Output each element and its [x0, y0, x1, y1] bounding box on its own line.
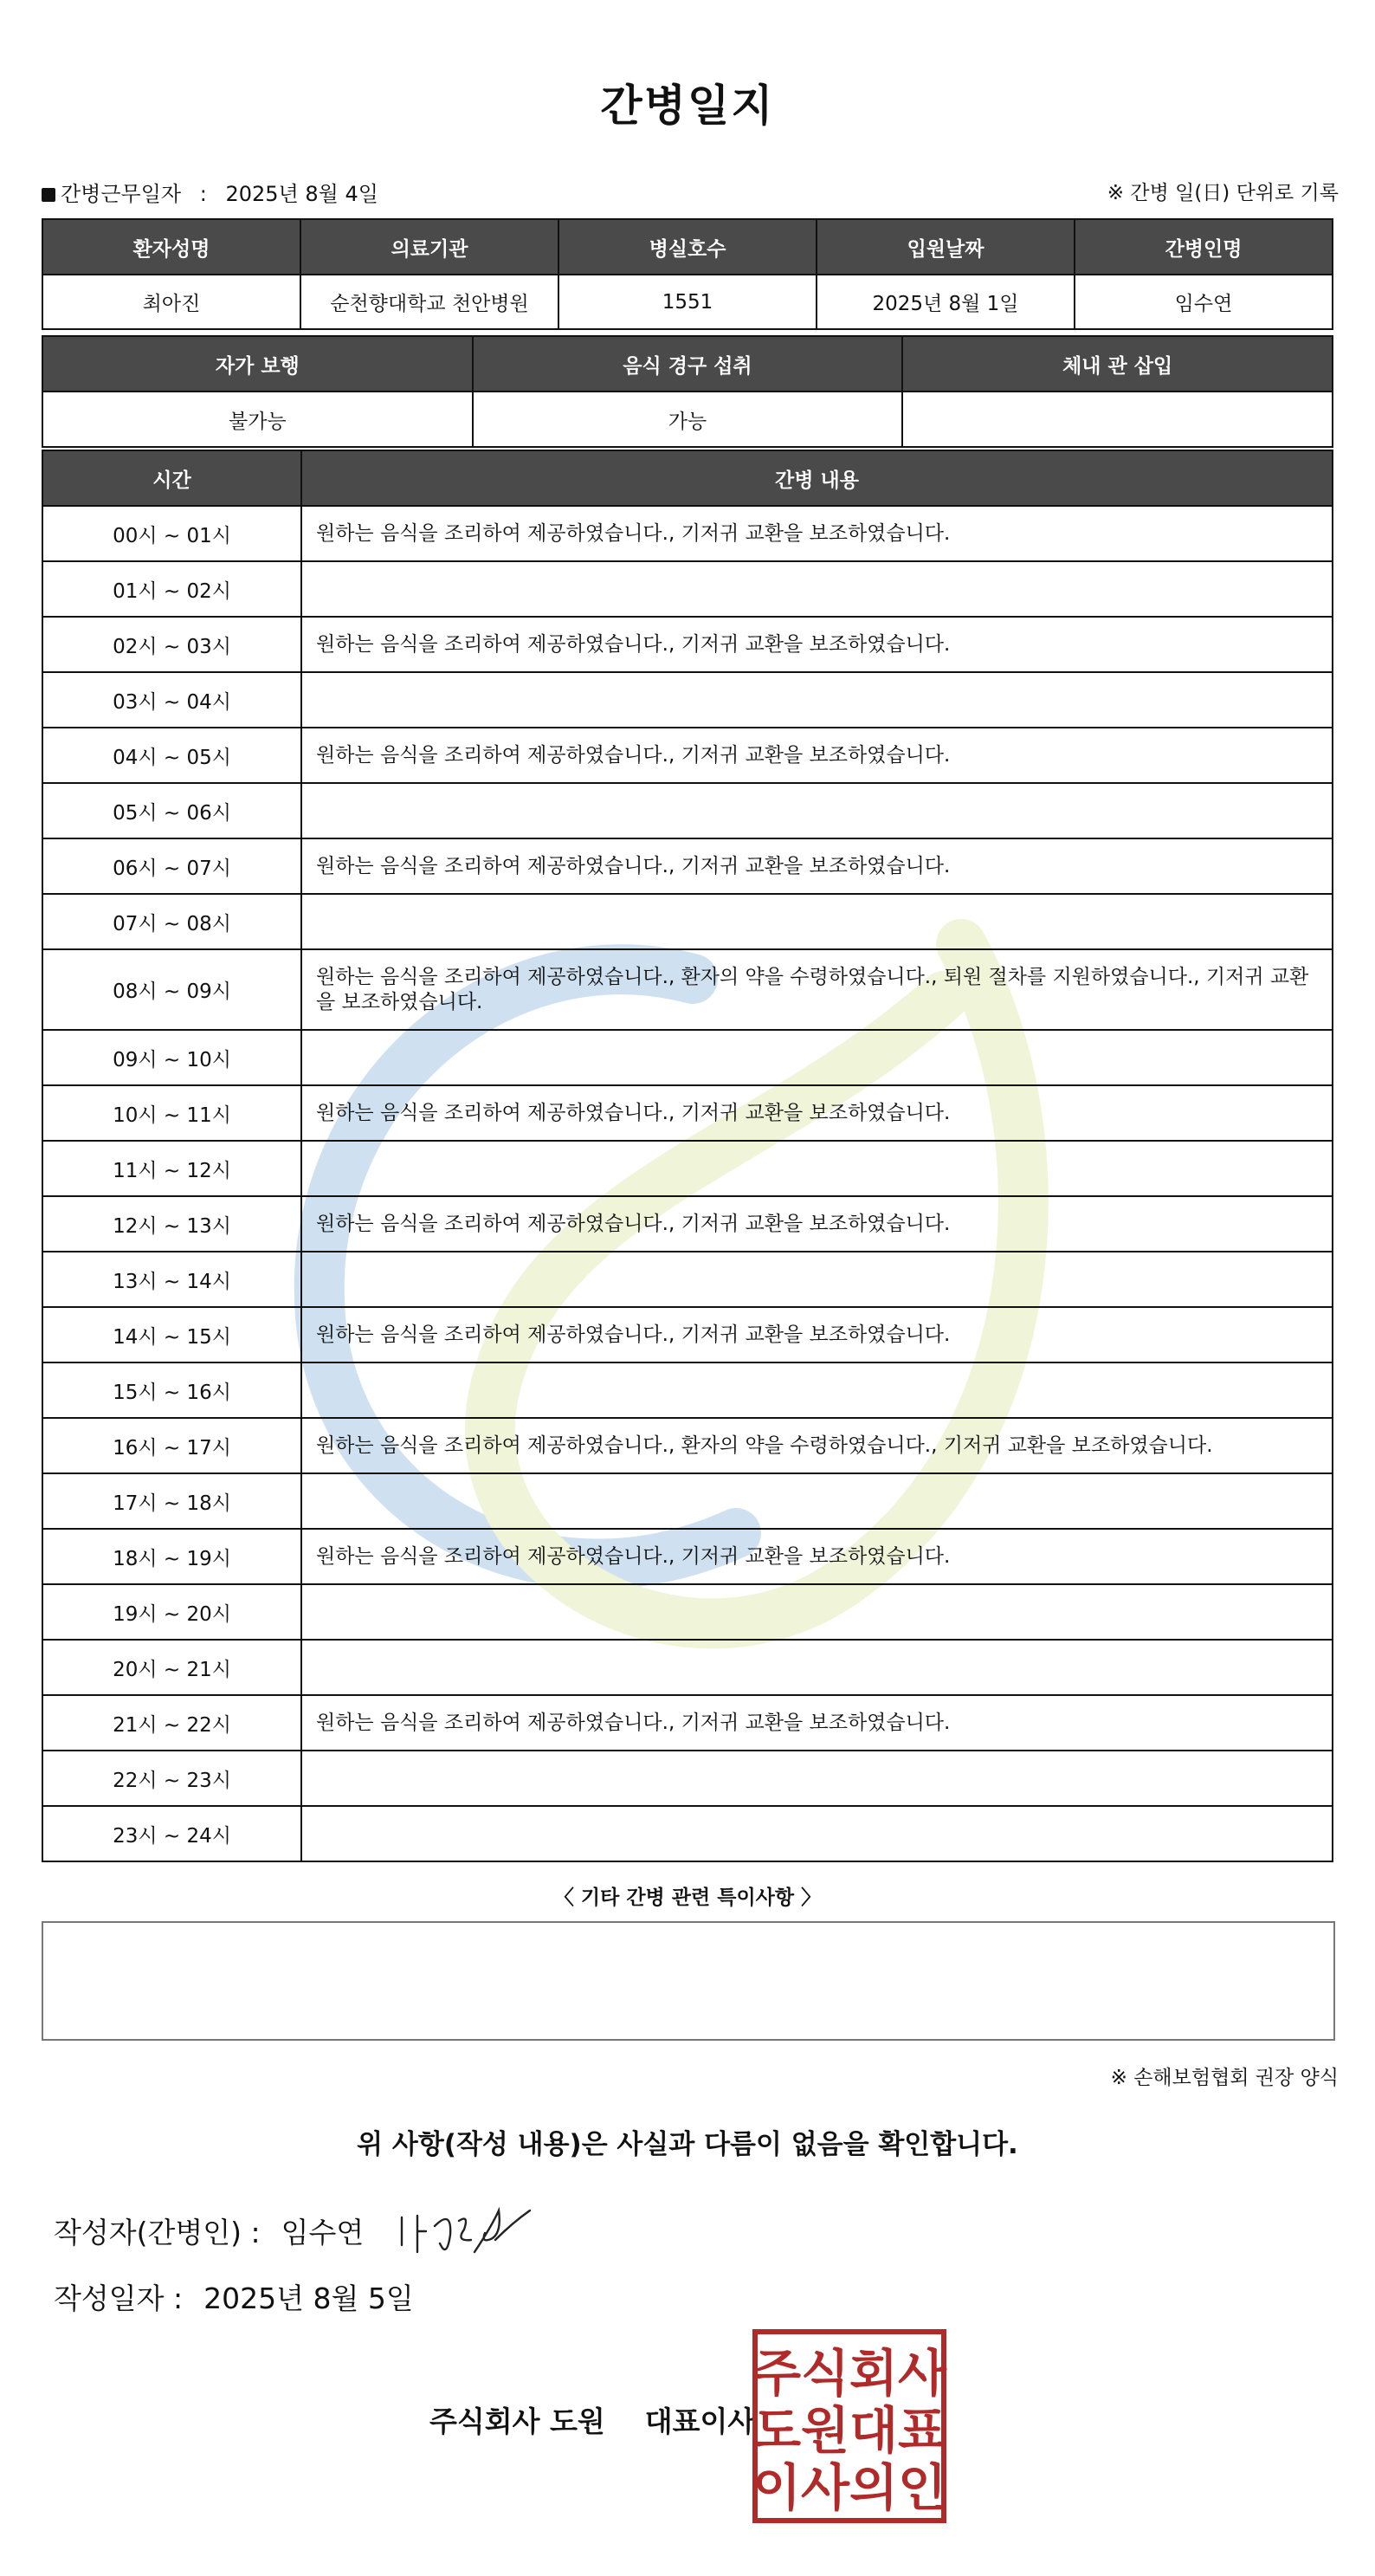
time-slot: 20시 ~ 21시: [42, 1640, 301, 1695]
time-slot: 14시 ~ 15시: [42, 1307, 301, 1362]
table-row: [42, 1307, 1333, 1362]
table-row: [42, 1141, 1333, 1196]
care-note: 원하는 음식을 조리하여 제공하였습니다., 기저귀 교환을 보조하였습니다.: [301, 1529, 1333, 1584]
svg-text:이사의인: 이사의인: [752, 2458, 947, 2517]
table-row: [42, 728, 1333, 783]
time-slot: 17시 ~ 18시: [42, 1473, 301, 1529]
care-note: [301, 1584, 1333, 1640]
table-row: [42, 1085, 1333, 1141]
care-note: [301, 1751, 1333, 1806]
tube-insertion-status: [902, 392, 1333, 447]
work-date-separator: :: [199, 182, 207, 206]
patient-status-table: [42, 335, 1333, 448]
care-note: 원하는 음식을 조리하여 제공하였습니다., 기저귀 교환을 보조하였습니다.: [301, 838, 1333, 894]
care-note: [301, 672, 1333, 728]
care-note: [301, 1362, 1333, 1418]
care-note: [301, 783, 1333, 838]
time-slot: 10시 ~ 11시: [42, 1085, 301, 1141]
table-row: [42, 506, 1333, 561]
time-slot: 05시 ~ 06시: [42, 783, 301, 838]
writer-line: [54, 2210, 364, 2251]
time-slot: 09시 ~ 10시: [42, 1030, 301, 1085]
time-slot: 16시 ~ 17시: [42, 1418, 301, 1473]
care-note: 원하는 음식을 조리하여 제공하였습니다., 기저귀 교환을 보조하였습니다.: [301, 1085, 1333, 1141]
info-header: 의료기관: [300, 219, 558, 275]
walking-status: 불가능: [42, 392, 473, 447]
time-slot: 15시 ~ 16시: [42, 1362, 301, 1418]
care-note: [301, 1806, 1333, 1861]
time-slot: 11시 ~ 12시: [42, 1141, 301, 1196]
form-note: ※ 손해보험협회 권장 양식: [1110, 2067, 1339, 2089]
table-row: [42, 894, 1333, 949]
hospital-name: 순천향대학교 천안병원: [300, 275, 558, 329]
table-row: [42, 561, 1333, 617]
table-row: [42, 1529, 1333, 1584]
oral-intake-status: 가능: [473, 392, 903, 447]
table-row: [42, 1695, 1333, 1751]
table-row: [42, 783, 1333, 838]
info-header: 간병인명: [1075, 219, 1333, 275]
admission-date: 2025년 8월 1일: [817, 275, 1075, 329]
care-note: 원하는 음식을 조리하여 제공하였습니다., 기저귀 교환을 보조하였습니다.: [301, 1695, 1333, 1751]
patient-name: 최아진: [42, 275, 300, 329]
care-note: [301, 1030, 1333, 1085]
time-slot: 13시 ~ 14시: [42, 1252, 301, 1307]
time-slot: 03시 ~ 04시: [42, 672, 301, 728]
care-note: 원하는 음식을 조리하여 제공하였습니다., 기저귀 교환을 보조하였습니다.: [301, 1307, 1333, 1362]
table-row: [42, 1751, 1333, 1806]
time-slot: 07시 ~ 08시: [42, 894, 301, 949]
work-date-line: [42, 177, 378, 207]
care-note: 원하는 음식을 조리하여 제공하였습니다., 기저귀 교환을 보조하였습니다.: [301, 617, 1333, 672]
table-row: [42, 1584, 1333, 1640]
status-header: 음식 경구 섭취: [473, 336, 903, 392]
time-slot: 12시 ~ 13시: [42, 1196, 301, 1252]
svg-text:주식회사: 주식회사: [752, 2344, 947, 2403]
care-note: [301, 894, 1333, 949]
time-slot: 04시 ~ 05시: [42, 728, 301, 783]
time-slot: 22시 ~ 23시: [42, 1751, 301, 1806]
info-header: 병실호수: [558, 219, 817, 275]
time-slot: 08시 ~ 09시: [42, 949, 301, 1030]
table-row: [42, 1030, 1333, 1085]
work-date-label: 간병근무일자: [61, 182, 182, 206]
remarks-heading: 〈 기타 간병 관련 특이사항 〉: [553, 1887, 822, 1909]
room-number: 1551: [558, 275, 817, 329]
care-note: 원하는 음식을 조리하여 제공하였습니다., 환자의 약을 수령하였습니다., 퇴원 절차를 지원하였습니다., 기저귀 교환을 보조하였습니다.: [301, 949, 1333, 1030]
document-title: 간병일지: [600, 81, 775, 131]
care-note: [301, 1252, 1333, 1307]
table-row: [42, 617, 1333, 672]
table-row: [42, 1640, 1333, 1695]
table-row: [42, 1362, 1333, 1418]
table-row: [42, 1252, 1333, 1307]
table-row: [42, 1196, 1333, 1252]
care-note: 원하는 음식을 조리하여 제공하였습니다., 기저귀 교환을 보조하였습니다.: [301, 506, 1333, 561]
table-row: [42, 949, 1333, 1030]
write-date-line: [54, 2276, 414, 2317]
status-header: 체내 관 삽입: [902, 336, 1333, 392]
time-slot: 23시 ~ 24시: [42, 1806, 301, 1861]
remarks-box: [42, 1921, 1335, 2041]
table-row: [42, 1473, 1333, 1529]
info-header: 환자성명: [42, 219, 300, 275]
time-slot: 02시 ~ 03시: [42, 617, 301, 672]
writer-label: 작성자(간병인) :: [54, 2216, 261, 2249]
confirmation-statement: 위 사항(작성 내용)은 사실과 다름이 없음을 확인합니다.: [357, 2129, 1018, 2160]
care-note: 원하는 음식을 조리하여 제공하였습니다., 기저귀 교환을 보조하였습니다.: [301, 1196, 1333, 1252]
time-slot: 06시 ~ 07시: [42, 838, 301, 894]
time-slot: 00시 ~ 01시: [42, 506, 301, 561]
square-bullet-icon: [42, 188, 55, 202]
time-slot: 18시 ~ 19시: [42, 1529, 301, 1584]
care-note: [301, 1640, 1333, 1695]
care-note: [301, 561, 1333, 617]
care-note: 원하는 음식을 조리하여 제공하였습니다., 기저귀 교환을 보조하였습니다.: [301, 728, 1333, 783]
table-row: [42, 672, 1333, 728]
time-slot: 19시 ~ 20시: [42, 1584, 301, 1640]
work-date-value: 2025년 8월 4일: [225, 182, 378, 206]
unit-note: ※ 간병 일(日) 단위로 기록: [1107, 182, 1339, 204]
writer-name: 임수연: [281, 2216, 365, 2249]
time-slot: 21시 ~ 22시: [42, 1695, 301, 1751]
care-note: [301, 1141, 1333, 1196]
table-row: [42, 1806, 1333, 1861]
table-row: [42, 838, 1333, 894]
write-date-label: 작성일자 :: [54, 2282, 184, 2315]
log-header-time: 시간: [42, 450, 301, 506]
patient-info-table: [42, 218, 1333, 330]
company-representative: 주식회사 도원 대표이사: [429, 2404, 756, 2438]
write-date-value: 2025년 8월 5일: [203, 2282, 414, 2315]
care-note: [301, 1473, 1333, 1529]
handwritten-signature: [391, 2191, 539, 2269]
company-seal: [752, 2328, 947, 2524]
caregiver-name: 임수연: [1075, 275, 1333, 329]
care-note: 원하는 음식을 조리하여 제공하였습니다., 환자의 약을 수령하였습니다., 기저귀 교환을 보조하였습니다.: [301, 1418, 1333, 1473]
time-slot: 01시 ~ 02시: [42, 561, 301, 617]
care-log-table: [42, 450, 1333, 1862]
svg-text:도원대표: 도원대표: [752, 2401, 947, 2460]
log-header-content: 간병 내용: [301, 450, 1333, 506]
status-header: 자가 보행: [42, 336, 473, 392]
info-header: 입원날짜: [817, 219, 1075, 275]
table-row: [42, 1418, 1333, 1473]
